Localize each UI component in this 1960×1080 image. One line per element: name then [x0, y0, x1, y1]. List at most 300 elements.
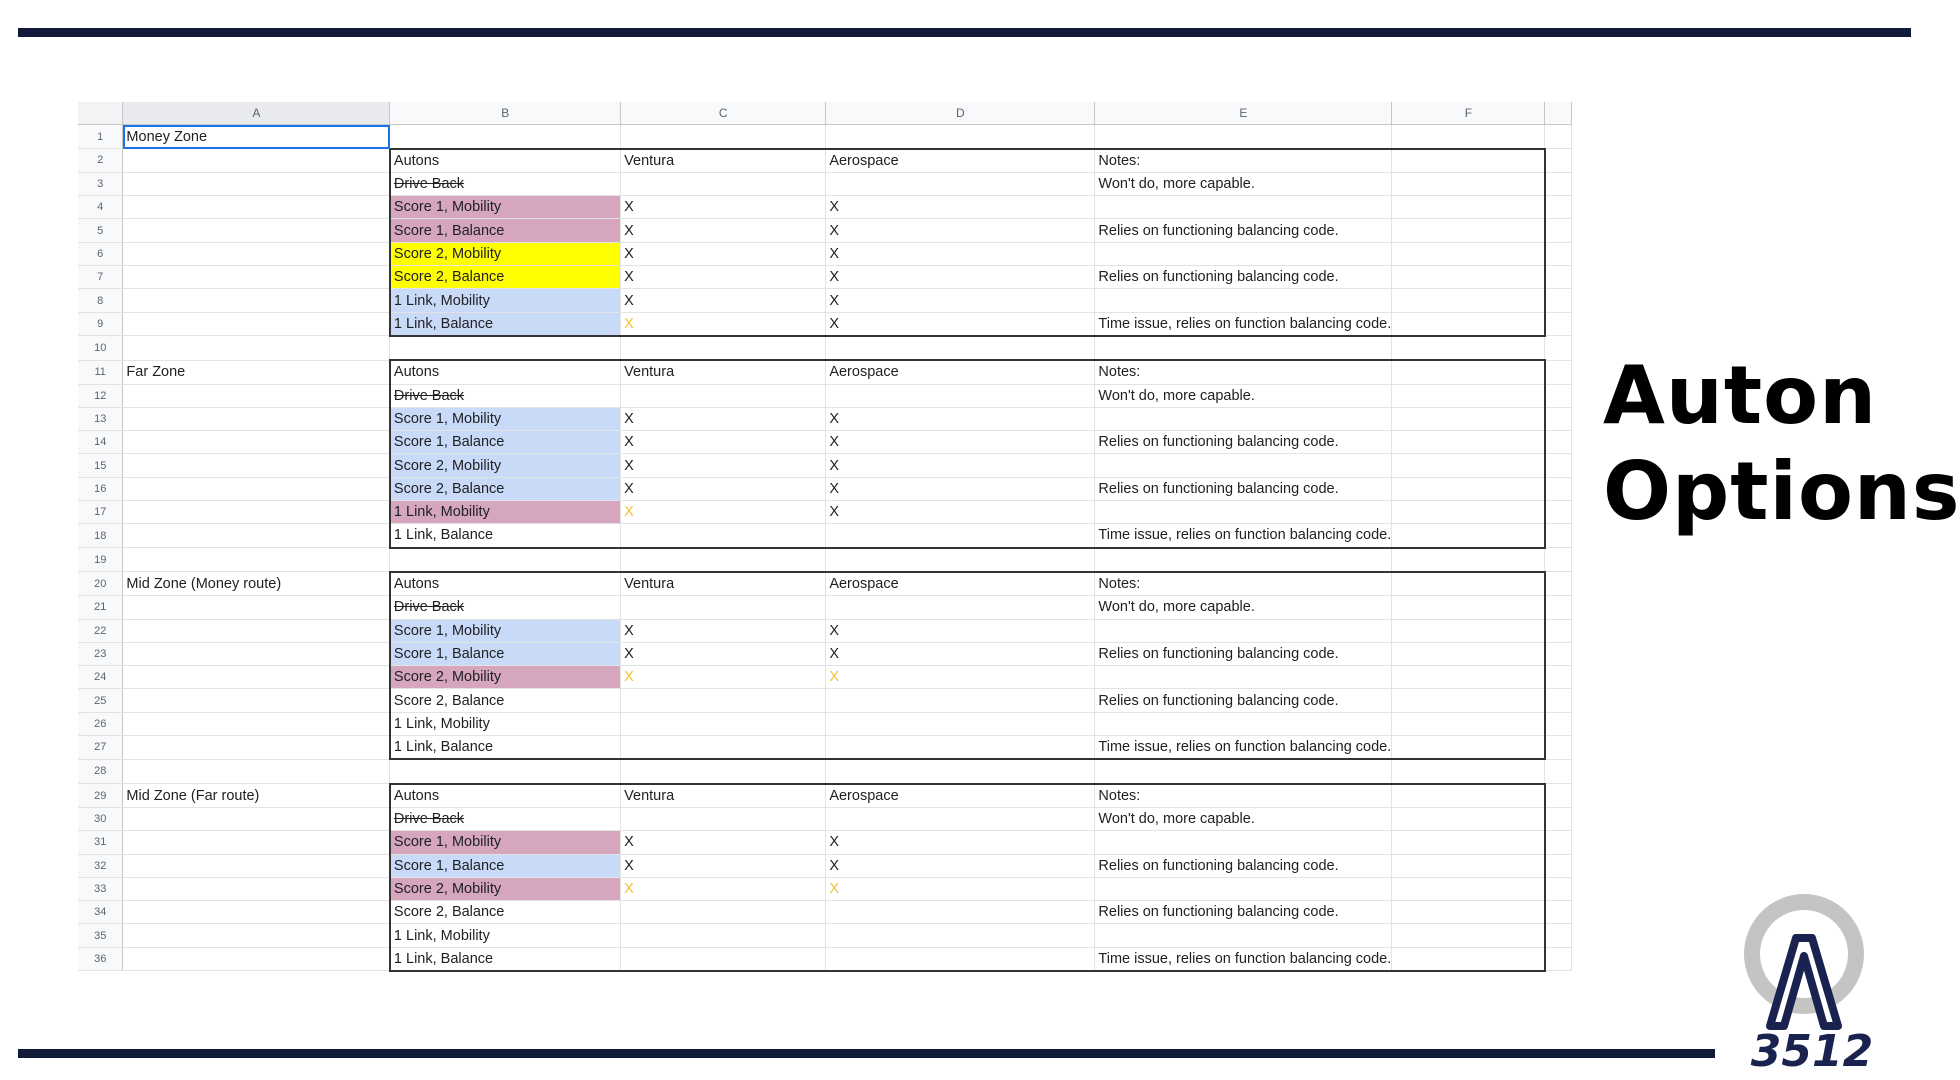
row-number[interactable]: 34 — [78, 901, 123, 924]
cell-c[interactable] — [621, 736, 826, 760]
cell-e[interactable]: Notes: — [1095, 784, 1392, 808]
cell-e[interactable] — [1095, 666, 1392, 689]
cell-b[interactable]: Score 2, Balance — [390, 689, 621, 712]
cell-c[interactable]: X — [621, 501, 826, 524]
cell-a[interactable] — [123, 149, 390, 173]
row-number[interactable]: 16 — [78, 477, 123, 500]
table-row — [78, 877, 1572, 900]
select-all-corner[interactable] — [78, 102, 123, 125]
cell-e[interactable]: Notes: — [1095, 572, 1392, 596]
row-number[interactable]: 11 — [78, 360, 123, 384]
cell-b[interactable]: 1 Link, Balance — [390, 312, 621, 336]
cell-d[interactable] — [826, 924, 1095, 947]
row-number[interactable]: 5 — [78, 219, 123, 242]
cell-d[interactable]: X — [826, 666, 1095, 689]
cell-e[interactable] — [1095, 336, 1392, 360]
cell-e[interactable]: Notes: — [1095, 149, 1392, 173]
cell-e[interactable]: Time issue, relies on function balancing code. — [1095, 947, 1392, 971]
cell-a[interactable]: Mid Zone (Far route) — [123, 784, 390, 808]
table-row — [78, 454, 1572, 477]
row-number[interactable]: 20 — [78, 572, 123, 596]
cell-extra — [1545, 360, 1572, 384]
cell-f[interactable] — [1392, 524, 1545, 548]
cell-e[interactable]: Relies on functioning balancing code. — [1095, 901, 1392, 924]
cell-a[interactable] — [123, 854, 390, 877]
cell-d[interactable]: X — [826, 454, 1095, 477]
column-header-d[interactable]: D — [826, 102, 1095, 125]
cell-e[interactable] — [1095, 454, 1392, 477]
cell-a[interactable] — [123, 384, 390, 407]
cell-b[interactable]: 1 Link, Mobility — [390, 289, 621, 312]
cell-e[interactable] — [1095, 289, 1392, 312]
cell-extra — [1545, 289, 1572, 312]
cell-c[interactable]: X — [621, 877, 826, 900]
cell-f[interactable] — [1392, 312, 1545, 336]
cell-f[interactable] — [1392, 172, 1545, 195]
cell-d[interactable]: X — [826, 877, 1095, 900]
table-row — [78, 807, 1572, 830]
cell-d[interactable]: X — [826, 619, 1095, 642]
cell-e[interactable] — [1095, 619, 1392, 642]
cell-f[interactable] — [1392, 924, 1545, 947]
cell-b[interactable]: Score 2, Mobility — [390, 877, 621, 900]
cell-f[interactable] — [1392, 689, 1545, 712]
cell-c[interactable]: X — [621, 431, 826, 454]
cell-f[interactable] — [1392, 784, 1545, 808]
row-number[interactable]: 21 — [78, 596, 123, 619]
cell-a[interactable] — [123, 501, 390, 524]
cell-b[interactable]: Score 1, Balance — [390, 642, 621, 665]
cell-d[interactable]: X — [826, 266, 1095, 289]
cell-f[interactable] — [1392, 384, 1545, 407]
cell-a[interactable] — [123, 619, 390, 642]
table-row — [78, 924, 1572, 947]
cell-a[interactable] — [123, 924, 390, 947]
cell-e[interactable] — [1095, 501, 1392, 524]
cell-b[interactable]: Autons — [390, 149, 621, 173]
cell-d[interactable]: Aerospace — [826, 572, 1095, 596]
cell-b[interactable]: Autons — [390, 784, 621, 808]
cell-e[interactable]: Won't do, more capable. — [1095, 596, 1392, 619]
cell-b[interactable]: 1 Link, Mobility — [390, 501, 621, 524]
cell-b[interactable] — [390, 548, 621, 572]
cell-f[interactable] — [1392, 149, 1545, 173]
table-row — [78, 242, 1572, 265]
cell-d[interactable]: X — [826, 289, 1095, 312]
cell-a[interactable] — [123, 266, 390, 289]
cell-e[interactable] — [1095, 407, 1392, 430]
cell-d[interactable] — [826, 172, 1095, 195]
cell-c[interactable]: Ventura — [621, 784, 826, 808]
cell-extra — [1545, 266, 1572, 289]
cell-e[interactable]: Time issue, relies on function balancing code. — [1095, 312, 1392, 336]
cell-c[interactable]: Ventura — [621, 572, 826, 596]
cell-b[interactable]: Score 1, Mobility — [390, 831, 621, 854]
cell-a[interactable] — [123, 901, 390, 924]
cell-extra — [1545, 407, 1572, 430]
row-number[interactable]: 22 — [78, 619, 123, 642]
row-number[interactable]: 1 — [78, 125, 123, 149]
cell-f[interactable] — [1392, 619, 1545, 642]
cell-c[interactable] — [621, 172, 826, 195]
column-header-a[interactable]: A — [123, 102, 390, 125]
cell-e[interactable]: Won't do, more capable. — [1095, 172, 1392, 195]
cell-e[interactable]: Time issue, relies on function balancing code. — [1095, 736, 1392, 760]
cell-extra — [1545, 924, 1572, 947]
cell-b[interactable]: Autons — [390, 360, 621, 384]
column-header-f[interactable]: F — [1392, 102, 1545, 125]
column-header-e[interactable]: E — [1095, 102, 1392, 125]
cell-b[interactable]: Score 2, Mobility — [390, 454, 621, 477]
row-number[interactable]: 13 — [78, 407, 123, 430]
cell-d[interactable]: X — [826, 431, 1095, 454]
cell-c[interactable]: X — [621, 619, 826, 642]
cell-b[interactable]: 1 Link, Mobility — [390, 924, 621, 947]
cell-a[interactable] — [123, 242, 390, 265]
cell-d[interactable] — [826, 947, 1095, 971]
cell-a[interactable] — [123, 548, 390, 572]
cell-c[interactable]: X — [621, 242, 826, 265]
cell-extra — [1545, 854, 1572, 877]
cell-extra — [1545, 784, 1572, 808]
cell-d[interactable]: Aerospace — [826, 360, 1095, 384]
cell-d[interactable]: X — [826, 196, 1095, 219]
table-row — [78, 266, 1572, 289]
cell-f[interactable] — [1392, 360, 1545, 384]
cell-f[interactable] — [1392, 901, 1545, 924]
cell-a[interactable] — [123, 477, 390, 500]
cell-f[interactable] — [1392, 289, 1545, 312]
row-number[interactable]: 31 — [78, 831, 123, 854]
title-line-1: Auton — [1603, 349, 1878, 442]
column-header-extra — [1545, 102, 1572, 125]
cell-a[interactable]: Far Zone — [123, 360, 390, 384]
row-number[interactable]: 30 — [78, 807, 123, 830]
cell-a[interactable] — [123, 736, 390, 760]
cell-c[interactable] — [621, 125, 826, 149]
cell-e[interactable]: Relies on functioning balancing code. — [1095, 689, 1392, 712]
cell-c[interactable] — [621, 524, 826, 548]
cell-f[interactable] — [1392, 666, 1545, 689]
cell-d[interactable] — [826, 736, 1095, 760]
cell-d[interactable]: Aerospace — [826, 784, 1095, 808]
cell-d[interactable]: X — [826, 477, 1095, 500]
cell-e[interactable]: Relies on functioning balancing code. — [1095, 219, 1392, 242]
title-line-2: Options — [1603, 445, 1960, 538]
cell-c[interactable]: X — [621, 454, 826, 477]
cell-c[interactable]: Ventura — [621, 149, 826, 173]
cell-extra — [1545, 642, 1572, 665]
cell-e[interactable] — [1095, 242, 1392, 265]
cell-b[interactable]: Drive Back — [390, 384, 621, 407]
row-number[interactable]: 2 — [78, 149, 123, 173]
cell-extra — [1545, 759, 1572, 783]
cell-e[interactable]: Time issue, relies on function balancing code. — [1095, 524, 1392, 548]
cell-d[interactable]: X — [826, 854, 1095, 877]
column-header-c[interactable]: C — [621, 102, 826, 125]
cell-c[interactable]: X — [621, 831, 826, 854]
cell-e[interactable]: Relies on functioning balancing code. — [1095, 431, 1392, 454]
row-number[interactable]: 18 — [78, 524, 123, 548]
cell-a[interactable] — [123, 596, 390, 619]
table-row — [78, 831, 1572, 854]
top-rule — [18, 28, 1911, 37]
cell-d[interactable] — [826, 384, 1095, 407]
cell-a[interactable] — [123, 289, 390, 312]
row-number[interactable]: 4 — [78, 196, 123, 219]
cell-a[interactable] — [123, 312, 390, 336]
cell-extra — [1545, 312, 1572, 336]
cell-f[interactable] — [1392, 501, 1545, 524]
cell-f[interactable] — [1392, 877, 1545, 900]
table-row — [78, 712, 1572, 735]
cell-c[interactable] — [621, 384, 826, 407]
cell-f[interactable] — [1392, 572, 1545, 596]
cell-c[interactable] — [621, 901, 826, 924]
row-number[interactable]: 17 — [78, 501, 123, 524]
slide-title — [1603, 348, 1960, 540]
cell-c[interactable]: X — [621, 312, 826, 336]
cell-b[interactable] — [390, 336, 621, 360]
cell-f[interactable] — [1392, 454, 1545, 477]
cell-extra — [1545, 572, 1572, 596]
cell-b[interactable]: Score 2, Mobility — [390, 666, 621, 689]
table-row — [78, 619, 1572, 642]
cell-c[interactable]: X — [621, 642, 826, 665]
cell-e[interactable] — [1095, 125, 1392, 149]
table-row — [78, 736, 1572, 760]
cell-f[interactable] — [1392, 548, 1545, 572]
cell-b[interactable]: Drive Back — [390, 172, 621, 195]
cell-c[interactable]: X — [621, 666, 826, 689]
row-number[interactable]: 33 — [78, 877, 123, 900]
row-number[interactable]: 36 — [78, 947, 123, 971]
cell-a[interactable] — [123, 666, 390, 689]
cell-a[interactable] — [123, 807, 390, 830]
cell-d[interactable]: X — [826, 407, 1095, 430]
cell-b[interactable]: Score 2, Mobility — [390, 242, 621, 265]
cell-c[interactable]: X — [621, 854, 826, 877]
cell-c[interactable]: X — [621, 477, 826, 500]
cell-b[interactable]: Score 1, Mobility — [390, 619, 621, 642]
cell-d[interactable] — [826, 689, 1095, 712]
cell-e[interactable]: Notes: — [1095, 360, 1392, 384]
row-number[interactable]: 27 — [78, 736, 123, 760]
cell-e[interactable]: Won't do, more capable. — [1095, 807, 1392, 830]
cell-f[interactable] — [1392, 854, 1545, 877]
cell-a[interactable] — [123, 831, 390, 854]
table-row — [78, 947, 1572, 971]
cell-a[interactable] — [123, 712, 390, 735]
cell-e[interactable]: Relies on functioning balancing code. — [1095, 266, 1392, 289]
cell-b[interactable]: 1 Link, Mobility — [390, 712, 621, 735]
cell-d[interactable]: X — [826, 501, 1095, 524]
cell-c[interactable]: X — [621, 266, 826, 289]
cell-d[interactable] — [826, 759, 1095, 783]
cell-f[interactable] — [1392, 242, 1545, 265]
cell-b[interactable]: 1 Link, Balance — [390, 947, 621, 971]
cell-d[interactable]: X — [826, 242, 1095, 265]
column-header-b[interactable]: B — [390, 102, 621, 125]
table-row — [78, 642, 1572, 665]
cell-b[interactable]: Score 1, Mobility — [390, 196, 621, 219]
cell-f[interactable] — [1392, 125, 1545, 149]
cell-a[interactable] — [123, 642, 390, 665]
cell-c[interactable] — [621, 689, 826, 712]
table-row — [78, 172, 1572, 195]
cell-b[interactable]: Drive Back — [390, 807, 621, 830]
row-number[interactable]: 6 — [78, 242, 123, 265]
row-number[interactable]: 12 — [78, 384, 123, 407]
cell-b[interactable]: 1 Link, Balance — [390, 736, 621, 760]
cell-f[interactable] — [1392, 219, 1545, 242]
cell-e[interactable] — [1095, 924, 1392, 947]
row-number[interactable]: 19 — [78, 548, 123, 572]
cell-c[interactable]: X — [621, 196, 826, 219]
cell-d[interactable] — [826, 596, 1095, 619]
cell-a[interactable]: Mid Zone (Money route) — [123, 572, 390, 596]
cell-c[interactable] — [621, 924, 826, 947]
cell-e[interactable] — [1095, 759, 1392, 783]
cell-d[interactable] — [826, 807, 1095, 830]
cell-e[interactable] — [1095, 712, 1392, 735]
cell-b[interactable] — [390, 125, 621, 149]
row-number[interactable]: 7 — [78, 266, 123, 289]
cell-d[interactable] — [826, 548, 1095, 572]
cell-c[interactable]: X — [621, 219, 826, 242]
cell-e[interactable]: Relies on functioning balancing code. — [1095, 642, 1392, 665]
cell-b[interactable]: Score 2, Balance — [390, 477, 621, 500]
cell-b[interactable] — [390, 759, 621, 783]
bottom-rule — [18, 1049, 1715, 1058]
cell-b[interactable]: Score 2, Balance — [390, 901, 621, 924]
cell-a[interactable] — [123, 407, 390, 430]
cell-c[interactable] — [621, 947, 826, 971]
cell-c[interactable]: X — [621, 407, 826, 430]
cell-d[interactable]: X — [826, 312, 1095, 336]
cell-c[interactable] — [621, 548, 826, 572]
cell-a[interactable] — [123, 524, 390, 548]
row-number[interactable]: 29 — [78, 784, 123, 808]
cell-a[interactable] — [123, 759, 390, 783]
cell-f[interactable] — [1392, 407, 1545, 430]
cell-b[interactable]: Autons — [390, 572, 621, 596]
cell-b[interactable]: Score 1, Balance — [390, 431, 621, 454]
cell-e[interactable] — [1095, 831, 1392, 854]
cell-c[interactable] — [621, 596, 826, 619]
cell-f[interactable] — [1392, 196, 1545, 219]
table-row — [78, 854, 1572, 877]
cell-d[interactable]: X — [826, 219, 1095, 242]
row-number[interactable]: 14 — [78, 431, 123, 454]
cell-e[interactable]: Won't do, more capable. — [1095, 384, 1392, 407]
cell-c[interactable] — [621, 336, 826, 360]
cell-f[interactable] — [1392, 831, 1545, 854]
cell-c[interactable] — [621, 712, 826, 735]
cell-extra — [1545, 736, 1572, 760]
cell-b[interactable]: Drive Back — [390, 596, 621, 619]
cell-d[interactable] — [826, 125, 1095, 149]
cell-extra — [1545, 807, 1572, 830]
table-row — [78, 312, 1572, 336]
cell-extra — [1545, 524, 1572, 548]
cell-f[interactable] — [1392, 947, 1545, 971]
cell-a[interactable] — [123, 431, 390, 454]
cell-c[interactable] — [621, 807, 826, 830]
cell-b[interactable]: Score 1, Mobility — [390, 407, 621, 430]
cell-c[interactable] — [621, 759, 826, 783]
row-number[interactable]: 24 — [78, 666, 123, 689]
row-number[interactable]: 9 — [78, 312, 123, 336]
cell-d[interactable] — [826, 712, 1095, 735]
cell-b[interactable]: 1 Link, Balance — [390, 524, 621, 548]
column-header-row — [78, 102, 1572, 125]
cell-f[interactable] — [1392, 759, 1545, 783]
cell-f[interactable] — [1392, 596, 1545, 619]
row-number[interactable]: 3 — [78, 172, 123, 195]
row-number[interactable]: 28 — [78, 759, 123, 783]
cell-c[interactable]: X — [621, 289, 826, 312]
cell-e[interactable]: Relies on functioning balancing code. — [1095, 854, 1392, 877]
row-number[interactable]: 32 — [78, 854, 123, 877]
cell-extra — [1545, 172, 1572, 195]
cell-b[interactable]: Score 1, Balance — [390, 219, 621, 242]
cell-d[interactable] — [826, 901, 1095, 924]
cell-a[interactable] — [123, 172, 390, 195]
cell-f[interactable] — [1392, 431, 1545, 454]
table-row — [78, 407, 1572, 430]
row-number[interactable]: 8 — [78, 289, 123, 312]
cell-a[interactable] — [123, 196, 390, 219]
cell-f[interactable] — [1392, 736, 1545, 760]
row-number[interactable]: 25 — [78, 689, 123, 712]
row-number[interactable]: 35 — [78, 924, 123, 947]
cell-e[interactable] — [1095, 196, 1392, 219]
cell-f[interactable] — [1392, 336, 1545, 360]
cell-a[interactable] — [123, 947, 390, 971]
cell-b[interactable]: Score 2, Balance — [390, 266, 621, 289]
row-number[interactable]: 23 — [78, 642, 123, 665]
cell-f[interactable] — [1392, 266, 1545, 289]
row-number[interactable]: 15 — [78, 454, 123, 477]
cell-a[interactable] — [123, 689, 390, 712]
cell-a[interactable] — [123, 454, 390, 477]
table-row — [78, 477, 1572, 500]
cell-f[interactable] — [1392, 712, 1545, 735]
cell-b[interactable]: Score 1, Balance — [390, 854, 621, 877]
row-number[interactable]: 26 — [78, 712, 123, 735]
cell-a[interactable] — [123, 219, 390, 242]
cell-f[interactable] — [1392, 477, 1545, 500]
spreadsheet — [78, 102, 1572, 984]
cell-f[interactable] — [1392, 807, 1545, 830]
cell-extra — [1545, 689, 1572, 712]
cell-f[interactable] — [1392, 642, 1545, 665]
cell-d[interactable]: X — [826, 642, 1095, 665]
cell-a[interactable]: Money Zone — [123, 125, 390, 149]
cell-d[interactable] — [826, 336, 1095, 360]
cell-e[interactable] — [1095, 877, 1392, 900]
cell-c[interactable]: Ventura — [621, 360, 826, 384]
row-number[interactable]: 10 — [78, 336, 123, 360]
cell-e[interactable] — [1095, 548, 1392, 572]
cell-d[interactable]: Aerospace — [826, 149, 1095, 173]
cell-d[interactable]: X — [826, 831, 1095, 854]
cell-d[interactable] — [826, 524, 1095, 548]
cell-e[interactable]: Relies on functioning balancing code. — [1095, 477, 1392, 500]
cell-a[interactable] — [123, 336, 390, 360]
cell-a[interactable] — [123, 877, 390, 900]
